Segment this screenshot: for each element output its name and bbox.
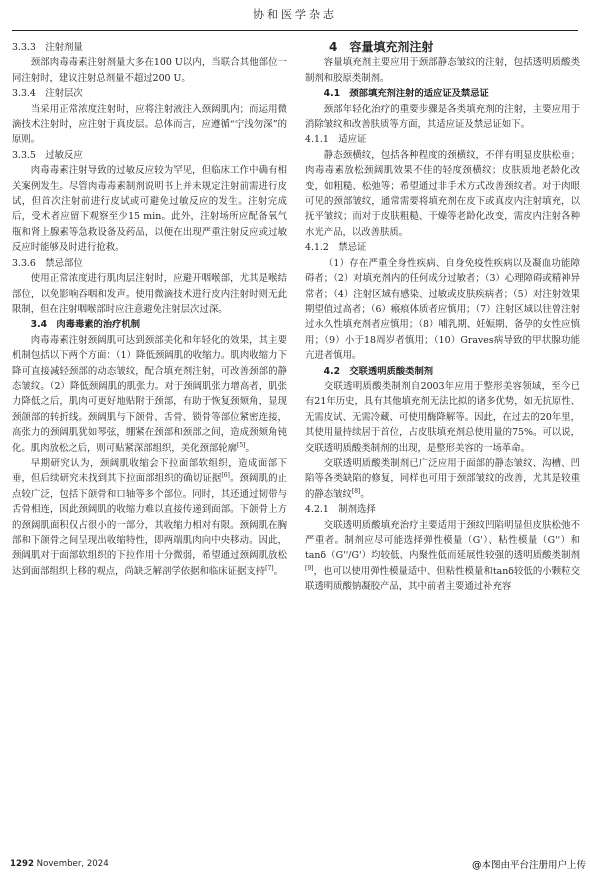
subsection-heading: 4.2 交联透明质酸类制剂 (323, 365, 434, 377)
paragraph: 肉毒毒素注射颈阔肌可达到颈部美化和年轻化的效果，其主要机制包括以下两个方面：（1）降低颈阔肌的收缩力。肌肉收缩力下降可直接减轻颈部的动态皱纹，配合填充剂注射，可改善颈部的静态皱纹。（2）降低颈阔肌的肌张力。对于颈阔肌张力增高者，肌张力降低之后，肌肉可更好地贴附于颈部，有助于恢复颈颏角，显现颈颌部的转折线。颈阔肌与下颌骨、舌骨、锁骨等部位紧密连接，高张力的颈阔肌犹如琴弦，绷紧在颈部和颈部之间，造成颈颏角钝化。肌肉放松之后，则可贴紧深部组织，美化颈部轮廓[5]。 (12, 334, 287, 454)
paragraph: 使用正常浓度进行肌肉层注射时，应避开咽喉部，尤其是喉结部位，以免影响吞咽和发声。使用微滴技术进行皮内注射时则无此限制，但在注射咽喉部时应注意避免注射层次过深。 (12, 273, 287, 315)
upload-watermark: @本图由平台注册用户上传 (471, 860, 586, 871)
subsection-heading: 3.4 肉毒毒素的治疗机制 (30, 319, 141, 331)
paragraph: （1）存在严重全身性疾病、自身免疫性疾病以及凝血功能障碍者；（2）对填充剂内的任何成分过敏者；（3）心理障碍或精神异常者；（4）注射区域有感染、过敏或皮肤疾病者；（5）对注射效果期望值过高者；（6）瘢痕体质者应慎用；（7）注射区域以往曾注射过永久性填充剂者应慎用；（8）哺乳期、妊娠期、备孕的女性应慎用；（9）小于18周岁者慎用；（10）Graves病导致的甲状腺功能亢进者慎用。 (305, 257, 580, 362)
subsubsection-heading: 3.3.6 禁忌部位 (12, 257, 83, 269)
subsubsection-heading: 4.1.1 适应证 (305, 134, 367, 146)
paragraph: 颈部年轻化治疗的重要步骤是各类填充剂的注射，主要应用于消除皱纹和改善肤质等方面，其适应证及禁忌证如下。 (305, 103, 580, 131)
paragraph: 交联透明质酸填充治疗主要适用于颈纹凹陷明显但皮肤松弛不严重者。制剂应尽可能选择弹性模量（G'）、粘性模量（G''）和tanδ（G''/G'）均较低、内聚性低而延展性较强的透明质酸类制剂[9]，也可以使用弹性模量适中、但粘性模量和tanδ较低的小颗粒交联透明质酸钠凝胶产品，其中前者主要通过补充容 (305, 519, 580, 593)
page-number: 1292 (10, 859, 34, 869)
subsection-heading: 4.1 颈部填充剂注射的适应证及禁忌证 (323, 88, 489, 100)
issue-date: November, 2024 (36, 859, 109, 869)
page-footer (10, 859, 109, 869)
journal-title: 协和医学杂志 (253, 8, 337, 21)
paragraph: 早期研究认为，颈阔肌收缩会下拉面部软组织，造成面部下垂，但后续研究未找到其下拉面部组织的确切证据[6]。颈阔肌的止点较广泛，包括下颌骨和口轴等多个部位。同时，其还通过韧带与舌骨相连，因此颈阔肌的收缩力难以直接传递到面部。下颌骨上方的颈阔肌面积仅占很小的一部分，其收缩力相对有限。颈阔肌在胸部和下颌骨之间呈现出收缩特性，即两端肌肉向中央移动。因此，颈阔肌对于面部软组织的下拉作用十分微弱，希望通过颈阔肌放松达到面部组织上移的观点，尚缺乏解剖学依据和临床证据支持[7]。 (12, 457, 287, 577)
subsubsection-heading: 4.2.1 制剂选择 (305, 504, 376, 516)
paragraph: 交联透明质酸类制剂自2003年应用于整形美容领域，至今已有21年历史，具有其他填充剂无法比拟的诸多优势，如无抗原性、无需皮试、无需冷藏、可使用酶降解等。因此，在过去的20年里，其使用量持续居于首位，占皮肤填充剂总使用量的75%。可以说，交联透明质酸类制剂的出现，是整形美容的一场革命。 (305, 380, 580, 454)
paragraph: 当采用正常浓度注射时，应将注射液注入颈阔肌内；而运用微滴技术注射时，应注射于真皮层。总体而言，应遵循“宁浅勿深”的原则。 (12, 103, 287, 146)
paragraph: 静态颈横纹，包括各种程度的颈横纹，不伴有明显皮肤松垂；肉毒毒素放松颈阔肌效果不佳的轻度颈横纹；皮肤质地老龄化改变，如粗糙、松弛等；希望通过非手术方式改善颈纹者。对于肉眼可见的颈部皱纹，通常需要将填充剂在皮下或真皮内注射填充，以抚平皱纹；而对于皮肤粗糙、干燥等老龄化改变，需皮内注射各种水光产品，以改善肤质。 (305, 149, 580, 238)
paragraph: 交联透明质酸类制剂已广泛应用于面部的静态皱纹、沟槽、凹陷等各类缺陷的修复，同样也可用于颈部皱纹的改善，尤其是较重的静态皱纹[8]。 (305, 457, 580, 500)
paragraph: 容量填充剂主要应用于颈部静态皱纹的注射，包括透明质酸类制剂和胶原类制剂。 (305, 57, 580, 84)
subsubsection-heading: 4.1.2 禁忌证 (305, 242, 367, 254)
subsubsection-heading: 3.3.5 过敏反应 (12, 149, 83, 161)
header-rule (12, 30, 578, 31)
paragraph: 肉毒毒素注射导致的过敏反应较为罕见，但临床工作中确有相关案例发生。尽管肉毒毒素制剂说明书上并未规定注射前需进行皮试，但首次注射前进行皮试或可避免过敏反应的发生。注射完成后，受术者应留下观察至少15 min。此外，注射场所应配备氧气瓶和肾上腺素等急救设备及药品，以便在出现严重注射反应或过敏反应时能够及时进行抢救。 (12, 165, 287, 254)
subsubsection-heading: 3.3.4 注射层次 (12, 88, 83, 100)
section-heading: 4 容量填充剂注射 (329, 40, 434, 54)
paragraph: 颈部肉毒毒素注射剂量大多在100 U以内，当联合其他部位一同注射时，建议注射总剂量不超过200 U。 (12, 57, 287, 84)
right-column (305, 40, 580, 595)
left-column (12, 40, 287, 579)
subsubsection-heading: 3.3.3 注射剂量 (12, 42, 83, 53)
journal-header (0, 0, 590, 30)
